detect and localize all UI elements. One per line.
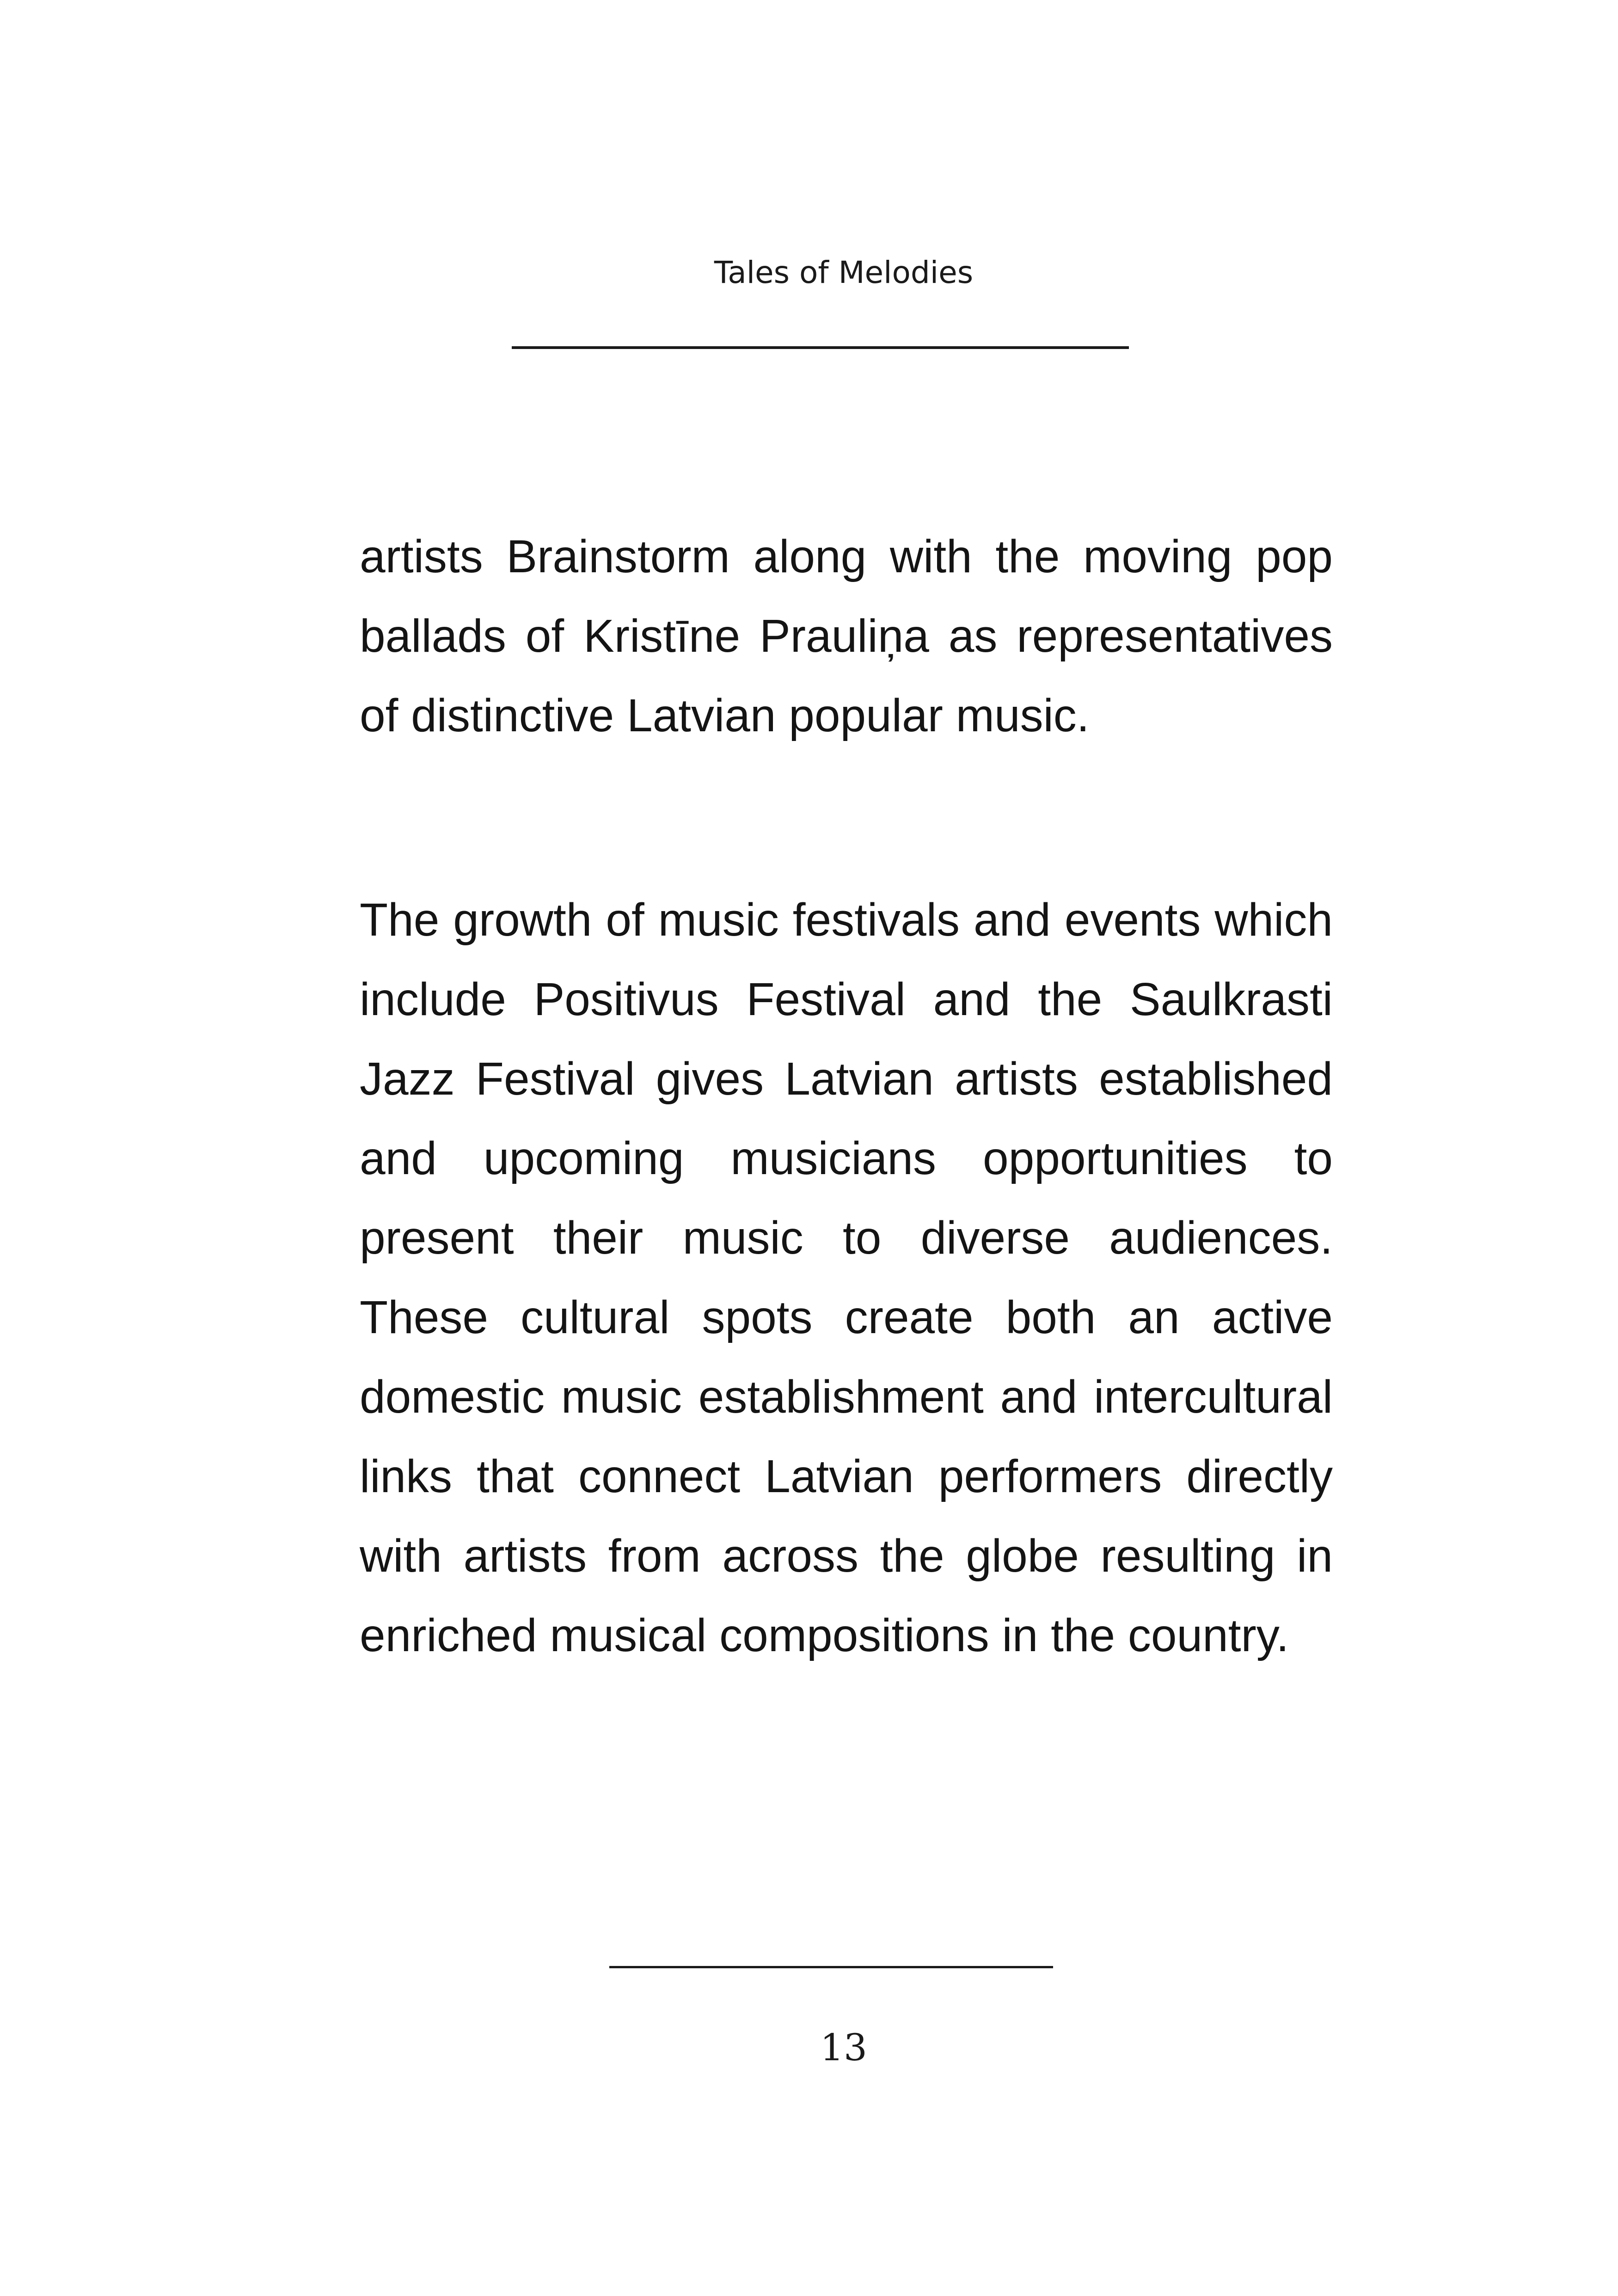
page-number: 13 (820, 2026, 867, 2069)
running-header-title: Tales of Melodies (714, 255, 974, 290)
footer-divider (609, 1966, 1053, 1968)
header-divider (512, 346, 1129, 349)
body-paragraph-2: The growth of music festivals and events which include Positivus Festival and the Saulkrasti Jazz Festival gives Latvian artists established and upcoming musicians opportunities to present their music to diverse audiences. These cultural spots create both an active domestic music establishment and intercultural links that connect Latvian performers directly with artists from across the globe resulting in enriched musical compositions in the country. (360, 894, 1333, 1661)
body-paragraph-1: artists Brainstorm along with the moving pop ballads of Kristīne Prauliņa as representatives of distinctive Latvian popular music. (360, 531, 1333, 741)
